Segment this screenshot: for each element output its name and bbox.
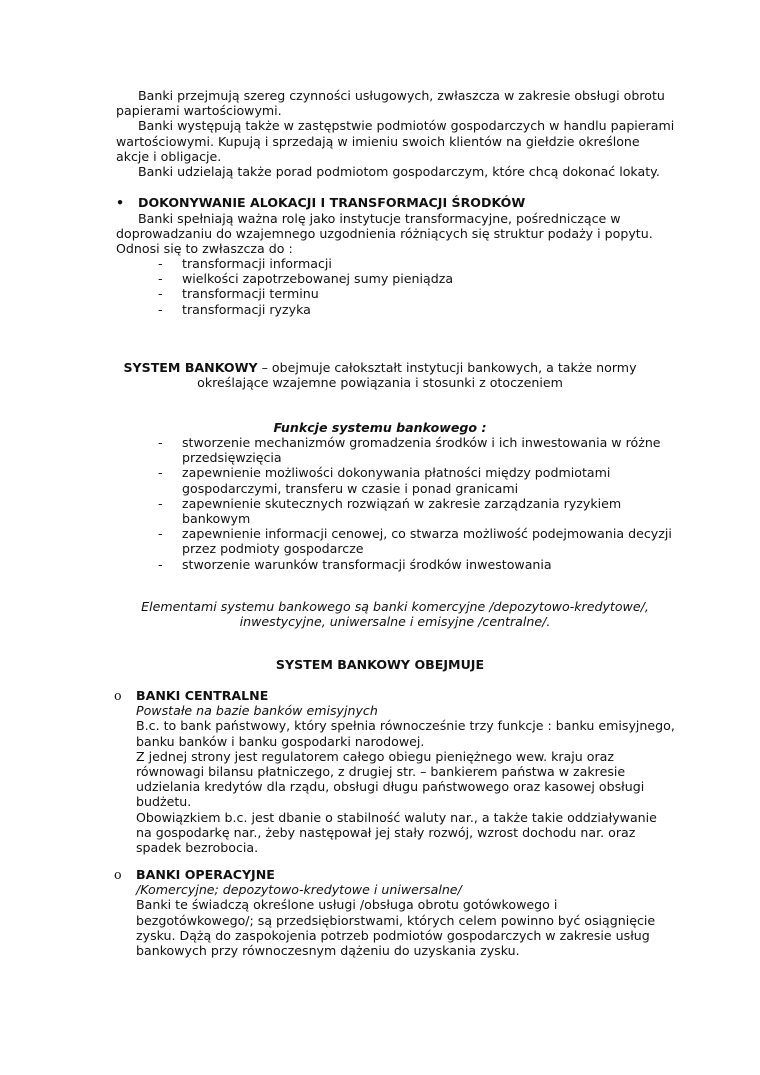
- system-term: SYSTEM BANKOWY: [123, 360, 258, 375]
- allocation-paragraph: Banki spełniają ważna rolę jako instytucje transformacyjne, pośredniczące w doprowadzaniu do wzajemnego uzgodnienia różniących się struktur podaży i popytu. Odnosi się to zwłaszcza do :: [116, 211, 653, 257]
- operational-banks-subtitle: /Komercyjne; depozytowo-kredytowe i uniwersalne/: [136, 882, 462, 898]
- operational-banks-section: [136, 867, 676, 958]
- intro-paragraph-2: Banki występują także w zastępstwie podmiotów gospodarczych w handlu papierami wartościowymi. Kupują i sprzedają w imieniu swoich klientów na giełdzie określone akcje i obligacje.: [116, 118, 675, 164]
- allocation-heading: [116, 195, 525, 210]
- allocation-paragraph-block: [116, 211, 676, 257]
- bullet-icon: •: [116, 195, 125, 210]
- elements-note: Elementami systemu bankowego są banki komercyjne /depozytowo-kredytowe/, inwestycyjne, uniwersalne i emisyjne /centralne/.: [141, 599, 649, 630]
- functions-list: [158, 435, 678, 572]
- system-definition: [110, 360, 650, 390]
- list-item: - zapewnienie informacji cenowej, co stwarza możliwość podejmowania decyzji przez podmioty gospodarcze: [158, 526, 678, 556]
- central-banks-subtitle: Powstałe na bazie banków emisyjnych: [136, 703, 378, 719]
- allocation-list: [158, 256, 658, 317]
- list-item: - transformacji terminu: [158, 286, 658, 301]
- central-banks-paragraph-3: Obowiązkiem b.c. jest dbanie o stabilność waluty nar., a także takie oddziaływanie na gospodarkę nar., żeby następował jej stały rozwój, wzrost dochodu nar. oraz spadek bezrobocia.: [136, 809, 657, 856]
- circle-bullet-icon: o: [114, 688, 122, 703]
- functions-title: Funkcje systemu bankowego :: [273, 420, 487, 435]
- central-banks-section: [136, 688, 676, 855]
- intro-paragraph-3: Banki udzielają także porad podmiotom gospodarczym, które chcą dokonać lokaty.: [138, 164, 660, 180]
- system-definition-text: – obejmuje całokształt instytucji bankowych, a także normy określające wzajemne powiązania i stosunki z otoczeniem: [197, 360, 637, 391]
- list-item: - stworzenie mechanizmów gromadzenia środków i ich inwestowania w różne przedsięwzięcia: [158, 435, 678, 465]
- system-includes-heading: SYSTEM BANKOWY OBEJMUJE: [275, 657, 485, 672]
- list-item: - zapewnienie skutecznych rozwiązań w zakresie zarządzania ryzykiem bankowym: [158, 496, 678, 526]
- circle-bullet-icon: o: [114, 867, 122, 882]
- list-item: - zapewnienie możliwości dokonywania płatności między podmiotami gospodarczymi, transferu w czasie i ponad granicami: [158, 465, 678, 495]
- operational-banks-paragraph: Banki te świadczą określone usługi /obsługa obrotu gotówkowego i bezgotówkowego/; są przedsiębiorstwami, których celem powinno być osiągnięcie zysku. Dążą do zaspokojenia potrzeb podmiotów gospodarczych w zakresie usług bankowych przy równoczesnym dążeniu do uzyskania zysku.: [136, 897, 656, 959]
- list-item: - stworzenie warunków transformacji środków inwestowania: [158, 557, 678, 572]
- list-item: - transformacji informacji: [158, 256, 658, 271]
- list-item: - transformacji ryzyka: [158, 302, 658, 317]
- operational-banks-title: BANKI OPERACYJNE: [136, 867, 275, 882]
- central-banks-paragraph-2: Z jednej strony jest regulatorem całego obiegu pieniężnego wew. kraju oraz równowagi bilansu płatniczego, z drugiej str. – bankierem państwa w zakresie udzielania kredytów dla rządu, obsługi długu państwowego oraz kasowej obsługi budżetu.: [136, 748, 645, 810]
- allocation-heading-text: DOKONYWANIE ALOKACJI I TRANSFORMACJI ŚRODKÓW: [138, 195, 526, 210]
- intro-paragraph-1: Banki przejmują szereg czynności usługowych, zwłaszcza w zakresie obsługi obrotu papierami wartościowymi.: [116, 88, 665, 119]
- central-banks-title: BANKI CENTRALNE: [136, 688, 269, 703]
- intro-section: [116, 88, 676, 179]
- list-item: - wielkości zapotrzebowanej sumy pieniądza: [158, 271, 658, 286]
- central-banks-paragraph-1: B.c. to bank państwowy, który spełnia równocześnie trzy funkcje : banku emisyjnego, banku banków i banku gospodarki narodowej.: [136, 718, 675, 749]
